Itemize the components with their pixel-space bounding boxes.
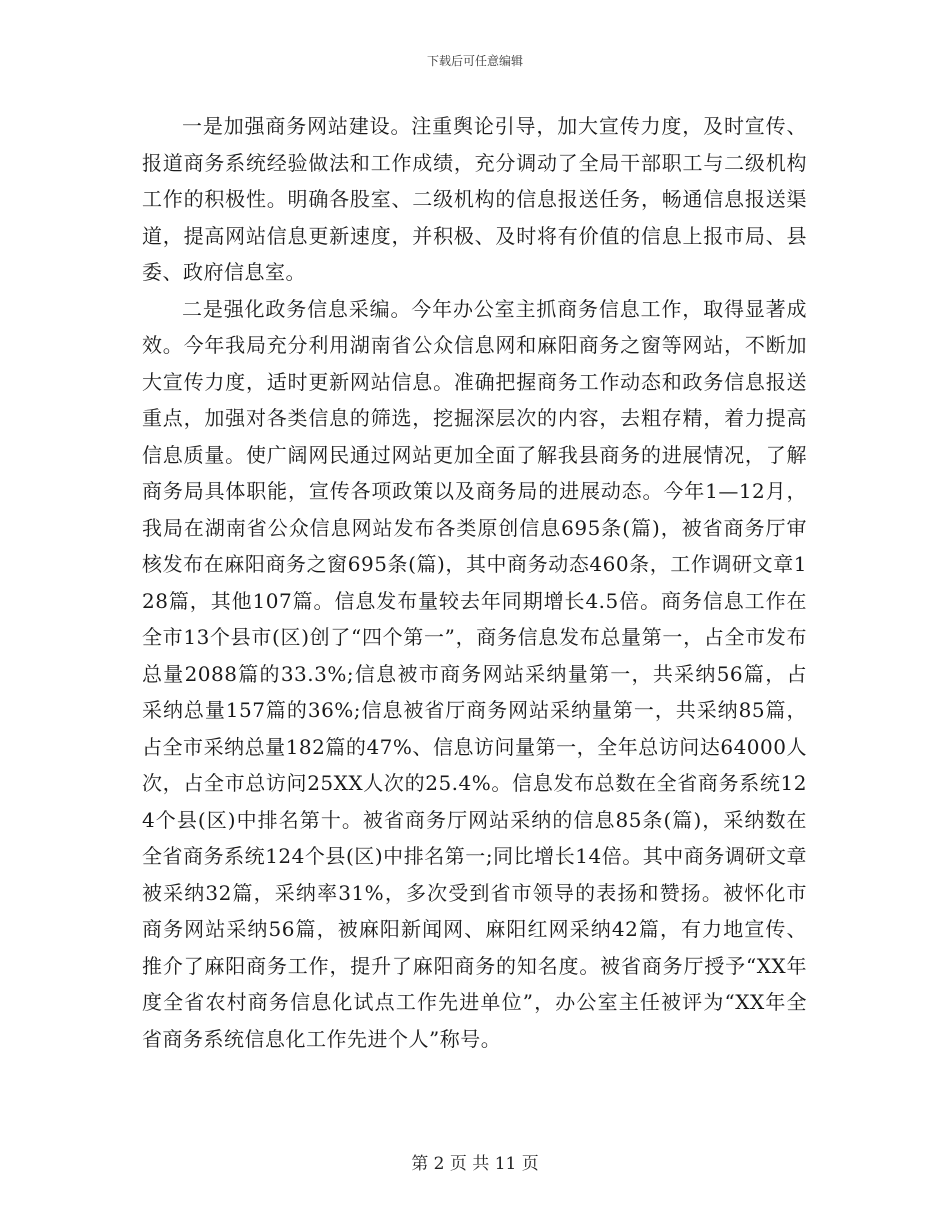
page-number: 第 2 页 共 11 页	[411, 1154, 539, 1174]
page-header-note: 下载后可任意编辑	[426, 54, 523, 68]
paragraph-information-editing: 二是强化政务信息采编。今年办公室主抓商务信息工作，取得显著成效。今年我局充分利用湖南省公众信息网和麻阳商务之窗等网站，不断加大宣传力度，适时更新网站信息。准确把握商务工作动态和政务信息报送重点，加强对各类信息的筛选，挖掘深层次的内容，去粗存精，着力提高信息质量。使广阔网民通过网站更加全面了解我县商务的进展情况，了解商务局具体职能，宣传各项政策以及商务局的进展动态。今年1—12月，我局在湖南省公众信息网站发布各类原创信息695条(篇)，被省商务厅审核发布在麻阳商务之窗695条(篇)，其中商务动态460条，工作调研文章128篇，其他107篇。信息发布量较去年同期增长4.5倍。商务信息工作在全市13个县市(区)创了“四个第一”，商务信息发布总量第一，占全市发布总量2088篇的33.3%;信息被市商务网站采纳量第一，共采纳56篇，占采纳总量157篇的36%;信息被省厅商务网站采纳量第一，共采纳85篇，占全市采纳总量182篇的47%、信息访问量第一，全年总访问达64000人次，占全市总访问25XX人次的25.4%。信息发布总数在全省商务系统124个县(区)中排名第十。被省商务厅网站采纳的信息85条(篇)，采纳数在全省商务系统124个县(区)中排名第一;同比增长14倍。其中商务调研文章被采纳32篇，采纳率31%，多次受到省市领导的表扬和赞扬。被怀化市商务网站采纳56篇，被麻阳新闻网、麻阳红网采纳42篇，有力地宣传、推介了麻阳商务工作，提升了麻阳商务的知名度。被省商务厅授予“XX年度全省农村商务信息化试点工作先进单位”，办公室主任被评为“XX年全省商务系统信息化工作先进个人”称号。	[142, 296, 807, 1051]
document-body	[142, 108, 807, 1057]
paragraph-website-construction: 一是加强商务网站建设。注重舆论引导，加大宣传力度，及时宣传、报道商务系统经验做法和工作成绩，充分调动了全局干部职工与二级机构工作的积极性。明确各股室、二级机构的信息报送任务，畅通信息报送渠道，提高网站信息更新速度，并积极、及时将有价值的信息上报市局、县委、政府信息室。	[142, 114, 807, 284]
